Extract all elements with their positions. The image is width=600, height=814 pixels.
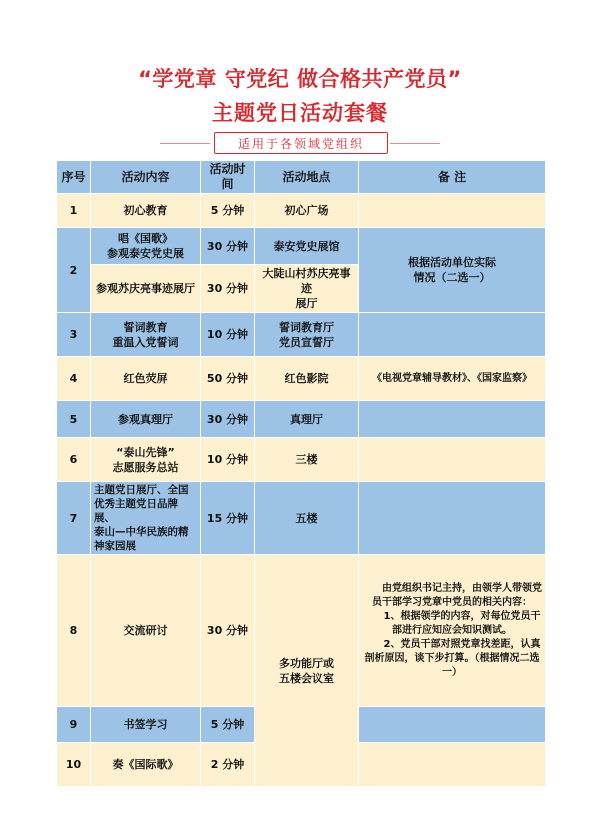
- table-row: [57, 313, 546, 357]
- row-place: 初心广场: [255, 194, 359, 228]
- row-no: 1: [57, 194, 91, 228]
- page-title-line2: 主题党日活动套餐: [212, 101, 388, 125]
- column-header-no: 序号: [57, 161, 91, 194]
- row-time: 50 分钟: [201, 357, 255, 401]
- row-place: 誓词教育厅 党员宣誓厅: [255, 313, 359, 357]
- row-note: [359, 313, 546, 357]
- row-time: 5 分钟: [201, 194, 255, 228]
- row-time: 10 分钟: [201, 438, 255, 482]
- table-row: [57, 438, 546, 482]
- row-note: 根据活动单位实际 情况（二选一）: [359, 228, 546, 313]
- row-no: 4: [57, 357, 91, 401]
- row-note: [359, 194, 546, 228]
- row-no: 2: [57, 228, 91, 313]
- row-note: [359, 438, 546, 482]
- row-note: 由党组织书记主持，由领学人带领党员干部学习党章中党员的相关内容： 1、根据领学的内容，对每位党员干部进行应知应会知识测试。 2、党员干部对照党章找差距，认真剖析原因，谈下步打算。（根据情况二选一）: [359, 555, 546, 707]
- banner-left-line: [160, 143, 210, 144]
- row-no: 3: [57, 313, 91, 357]
- row-content: 书签学习: [91, 707, 201, 743]
- table-row: [57, 194, 546, 228]
- activity-table: [56, 160, 546, 787]
- table-row: [57, 401, 546, 438]
- page-title-line1: “学党章 守党纪 做合格共产党员”: [138, 67, 462, 91]
- subtitle-banner: 适用于各领域党组织: [214, 132, 388, 154]
- row-place: 三楼: [255, 438, 359, 482]
- row-no: 6: [57, 438, 91, 482]
- row-time: 2 分钟: [201, 743, 255, 787]
- table-row: [57, 555, 546, 707]
- row-no: 8: [57, 555, 91, 707]
- row-time: 15 分钟: [201, 482, 255, 555]
- row-no: 7: [57, 482, 91, 555]
- row-content: 红色荧屏: [91, 357, 201, 401]
- row-no: 9: [57, 707, 91, 743]
- row-place: 多功能厅或 五楼会议室: [255, 555, 359, 787]
- column-header-place: 活动地点: [255, 161, 359, 194]
- row-no: 5: [57, 401, 91, 438]
- row-note: [359, 743, 546, 787]
- column-header-content: 活动内容: [91, 161, 201, 194]
- row-time: 10 分钟: [201, 313, 255, 357]
- row-content: 唱《国歌》 参观泰安党史展: [91, 228, 201, 265]
- banner-right-line: [390, 143, 440, 144]
- row-time: 30 分钟: [201, 265, 255, 313]
- row-content: 主题党日展厅、全国 优秀主题党日品牌展、 泰山—中华民族的精 神家园展: [91, 482, 201, 555]
- row-place: 五楼: [255, 482, 359, 555]
- row-content: 交流研讨: [91, 555, 201, 707]
- row-place: 红色影院: [255, 357, 359, 401]
- row-note: 《电视党章辅导教材》、《国家监察》: [359, 357, 546, 401]
- table-row: [57, 482, 546, 555]
- row-time: 30 分钟: [201, 401, 255, 438]
- row-time: 5 分钟: [201, 707, 255, 743]
- row-place: 泰安党史展馆: [255, 228, 359, 265]
- row-time: 30 分钟: [201, 555, 255, 707]
- table-row: [57, 357, 546, 401]
- row-content: 参观真理厅: [91, 401, 201, 438]
- row-note: [359, 707, 546, 743]
- row-content: 初心教育: [91, 194, 201, 228]
- column-header-time: 活动时间: [201, 161, 255, 194]
- row-note: [359, 482, 546, 555]
- row-place: 真理厅: [255, 401, 359, 438]
- column-header-note: 备 注: [359, 161, 546, 194]
- row-content: 誓词教育 重温入党誓词: [91, 313, 201, 357]
- row-time: 30 分钟: [201, 228, 255, 265]
- row-no: 10: [57, 743, 91, 787]
- row-content: 参观苏庆亮事迹展厅: [91, 265, 201, 313]
- row-note: [359, 401, 546, 438]
- row-content: 奏《国际歌》: [91, 743, 201, 787]
- table-header-row: [57, 161, 546, 194]
- row-content: “泰山先锋” 志愿服务总站: [91, 438, 201, 482]
- table-row: [57, 228, 546, 265]
- row-place: 大陡山村苏庆亮事迹 展厅: [255, 265, 359, 313]
